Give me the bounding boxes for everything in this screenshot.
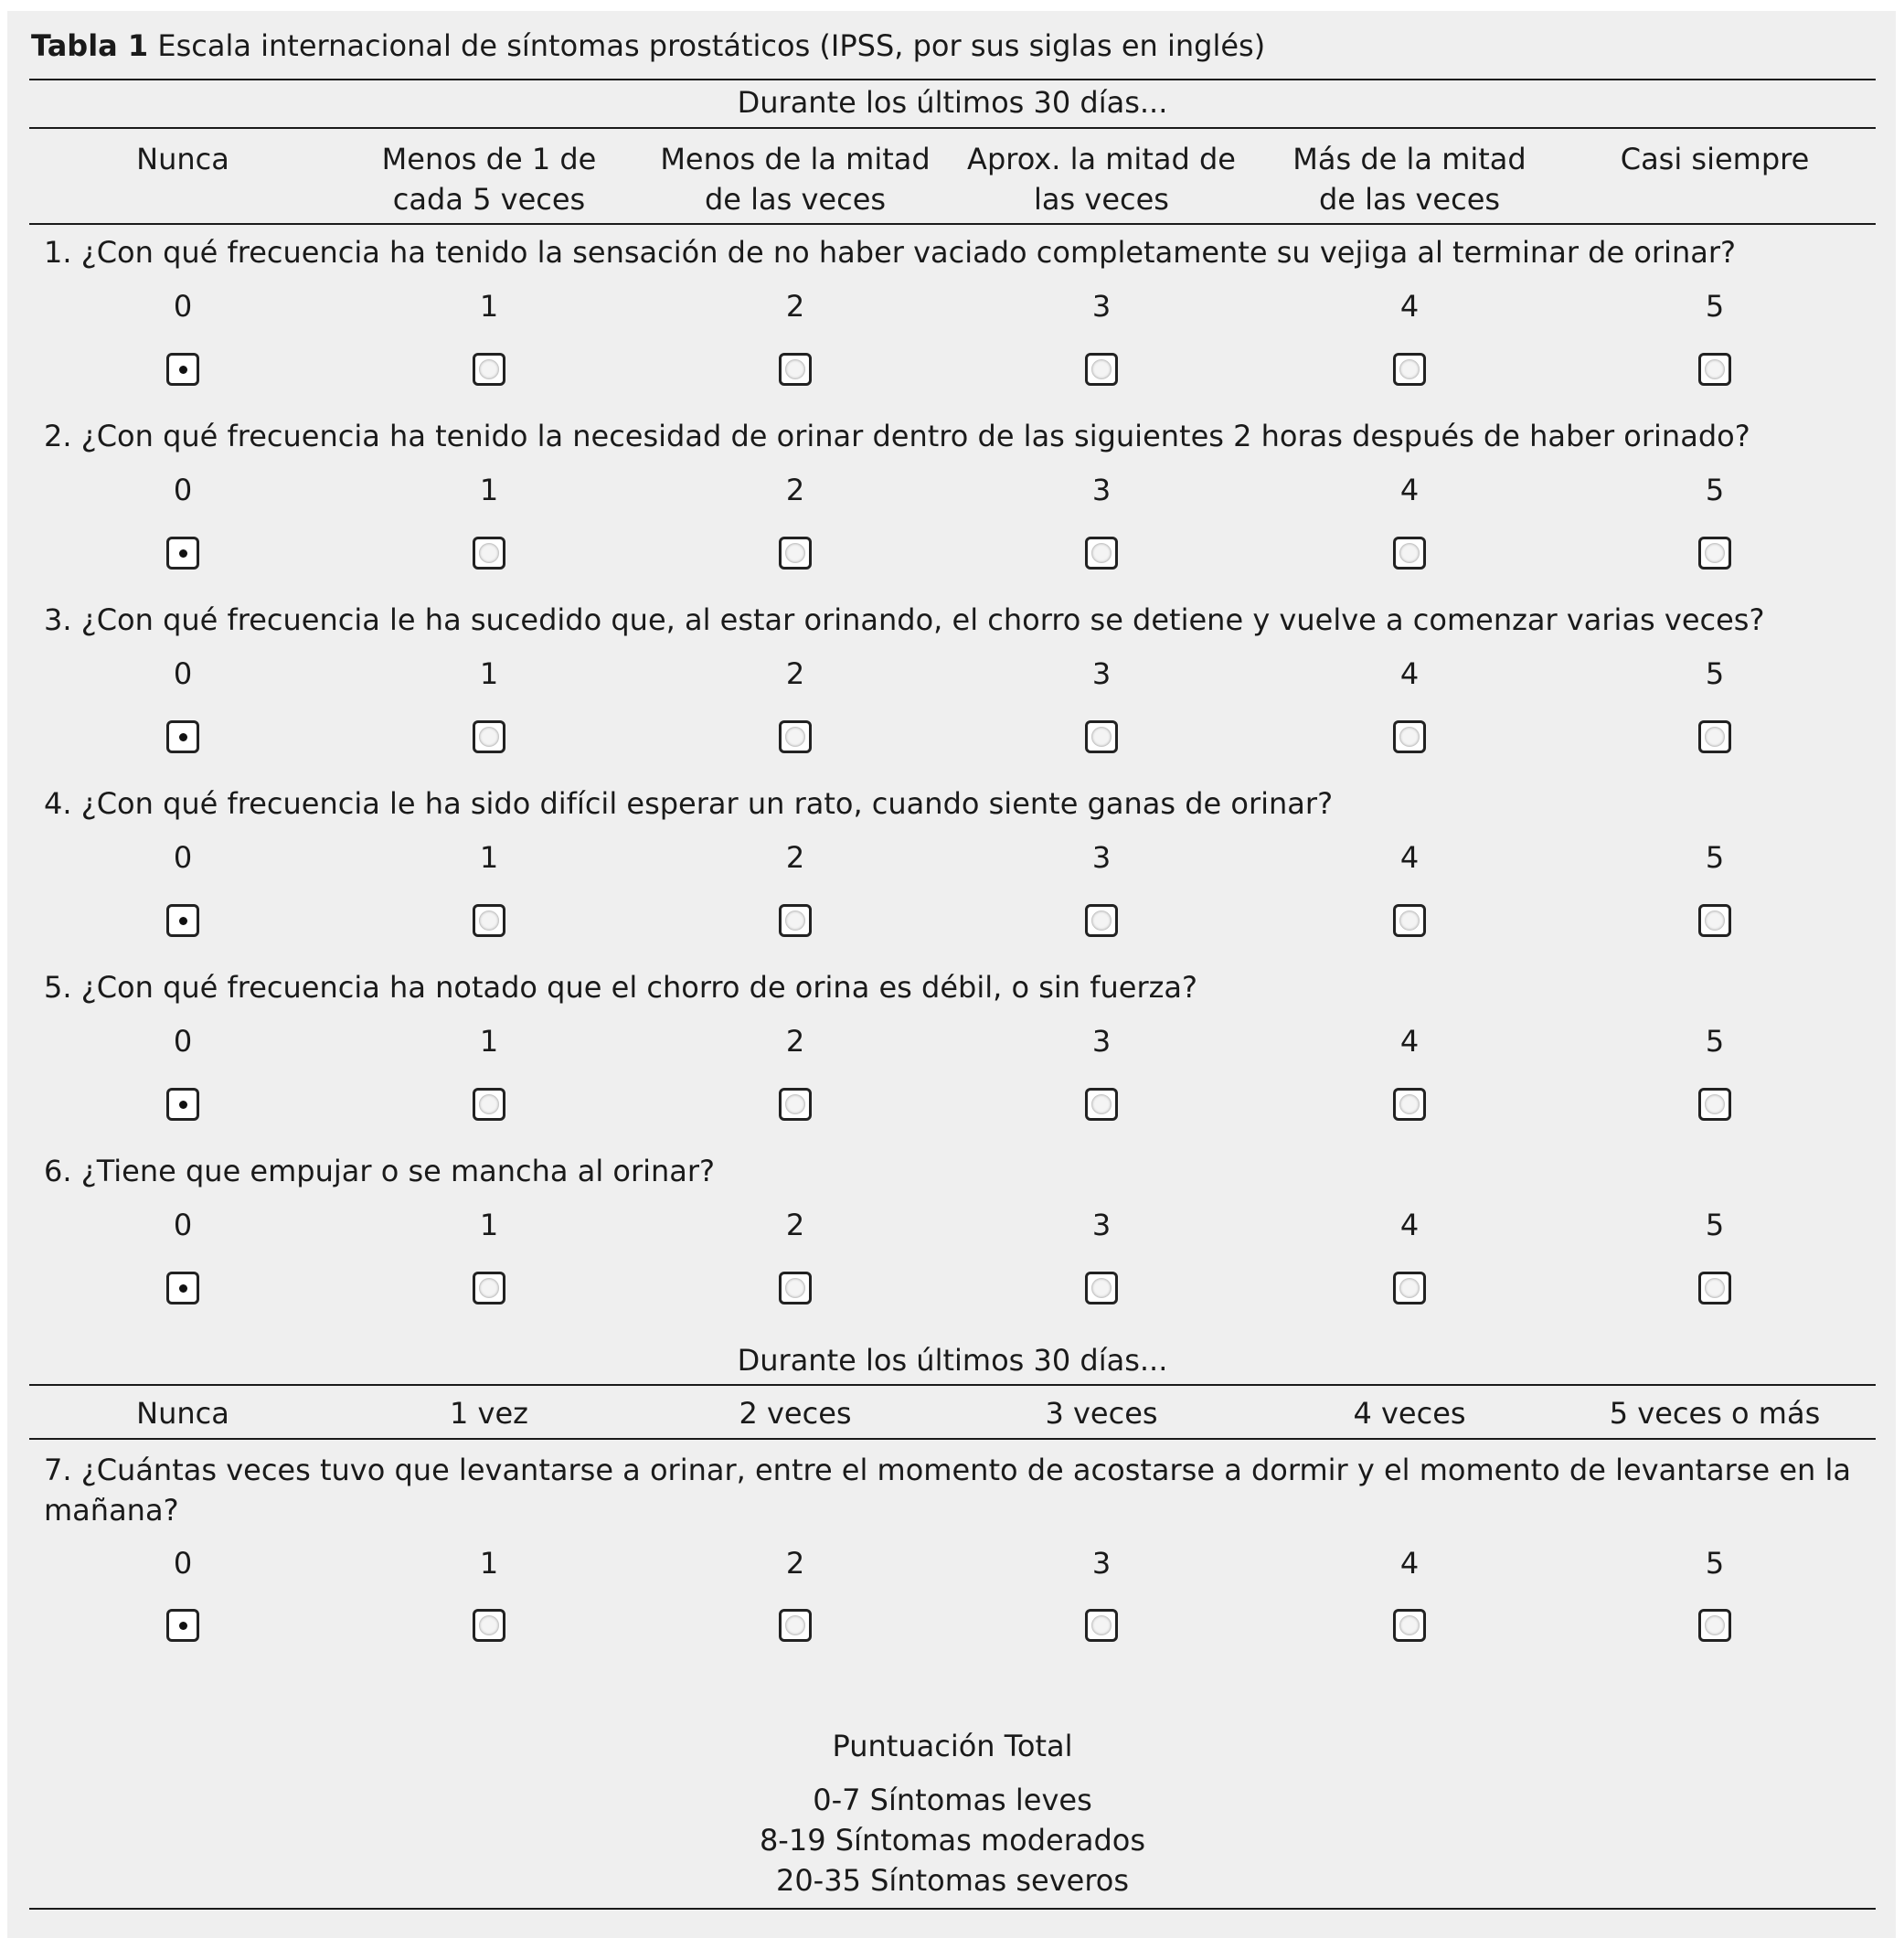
score-label: 2 bbox=[785, 1208, 805, 1242]
score-label: 3 bbox=[1091, 1208, 1112, 1242]
column-header: Menos de la mitad de las veces bbox=[660, 142, 931, 217]
caption-text: Escala internacional de síntomas prostáticos (IPSS, por sus siglas en inglés) bbox=[157, 28, 1266, 63]
radio-option[interactable] bbox=[1085, 720, 1118, 753]
column-header: 4 veces bbox=[1353, 1396, 1466, 1431]
question-text: 5. ¿Con qué frecuencia ha notado que el chorro de orina es débil, o sin fuerza? bbox=[44, 970, 1197, 1005]
header-rule-1 bbox=[29, 223, 1876, 225]
period-rule-1 bbox=[29, 127, 1876, 129]
radio-option[interactable] bbox=[779, 904, 812, 937]
score-label: 4 bbox=[1399, 1024, 1420, 1059]
radio-option[interactable] bbox=[166, 720, 199, 753]
score-label: 4 bbox=[1399, 840, 1420, 875]
radio-option[interactable] bbox=[779, 537, 812, 570]
score-label: 0 bbox=[173, 1024, 193, 1059]
period-header-2: Durante los últimos 30 días... bbox=[737, 1343, 1168, 1378]
score-label: 3 bbox=[1091, 289, 1112, 324]
radio-option[interactable] bbox=[473, 1272, 505, 1304]
radio-option[interactable] bbox=[1393, 1609, 1426, 1642]
radio-option[interactable] bbox=[166, 1272, 199, 1304]
score-label: 4 bbox=[1399, 1546, 1420, 1581]
score-label: 3 bbox=[1091, 473, 1112, 507]
bottom-rule bbox=[29, 1908, 1876, 1910]
radio-option[interactable] bbox=[473, 1088, 505, 1121]
score-label: 0 bbox=[173, 289, 193, 324]
score-label: 5 bbox=[1705, 656, 1725, 691]
score-label: 0 bbox=[173, 656, 193, 691]
radio-option[interactable] bbox=[1393, 353, 1426, 386]
column-header: Casi siempre bbox=[1620, 142, 1810, 176]
question-text: 3. ¿Con qué frecuencia le ha sucedido que, al estar orinando, el chorro se detiene y vuelve a comenzar varias veces? bbox=[44, 602, 1765, 637]
radio-option[interactable] bbox=[1698, 1272, 1731, 1304]
score-label: 2 bbox=[785, 473, 805, 507]
radio-option[interactable] bbox=[1698, 537, 1731, 570]
score-label: 1 bbox=[479, 840, 499, 875]
radio-option[interactable] bbox=[1698, 720, 1731, 753]
radio-option[interactable] bbox=[779, 353, 812, 386]
radio-option[interactable] bbox=[473, 537, 505, 570]
radio-option[interactable] bbox=[1085, 537, 1118, 570]
radio-option[interactable] bbox=[1085, 1609, 1118, 1642]
radio-option[interactable] bbox=[779, 1088, 812, 1121]
question-text: 6. ¿Tiene que empujar o se mancha al orinar? bbox=[44, 1154, 716, 1188]
score-label: 1 bbox=[479, 656, 499, 691]
question-text: 1. ¿Con qué frecuencia ha tenido la sensación de no haber vaciado completamente su vejiga al terminar de orinar? bbox=[44, 235, 1736, 270]
radio-option[interactable] bbox=[473, 720, 505, 753]
radio-option[interactable] bbox=[166, 353, 199, 386]
question-text: 2. ¿Con qué frecuencia ha tenido la necesidad de orinar dentro de las siguientes 2 horas después de haber orinado? bbox=[44, 419, 1750, 453]
radio-option[interactable] bbox=[1698, 904, 1731, 937]
radio-option[interactable] bbox=[1393, 720, 1426, 753]
radio-option[interactable] bbox=[779, 1609, 812, 1642]
column-header: 2 veces bbox=[739, 1396, 852, 1431]
score-label: 0 bbox=[173, 1546, 193, 1581]
radio-option[interactable] bbox=[1085, 904, 1118, 937]
column-header: 1 vez bbox=[450, 1396, 528, 1431]
score-label: 4 bbox=[1399, 289, 1420, 324]
score-label: 4 bbox=[1399, 1208, 1420, 1242]
score-label: 4 bbox=[1399, 473, 1420, 507]
radio-option[interactable] bbox=[1698, 353, 1731, 386]
score-label: 2 bbox=[785, 840, 805, 875]
radio-option[interactable] bbox=[166, 1088, 199, 1121]
score-label: 2 bbox=[785, 1546, 805, 1581]
score-label: 3 bbox=[1091, 1546, 1112, 1581]
header-rule-2 bbox=[29, 1438, 1876, 1440]
score-label: 1 bbox=[479, 1546, 499, 1581]
period-header-1: Durante los últimos 30 días... bbox=[737, 85, 1168, 120]
radio-option[interactable] bbox=[779, 720, 812, 753]
column-header: 3 veces bbox=[1045, 1396, 1158, 1431]
score-label: 0 bbox=[173, 840, 193, 875]
radio-option[interactable] bbox=[1393, 1088, 1426, 1121]
question-text: 4. ¿Con qué frecuencia le ha sido difícil esperar un rato, cuando siente ganas de orinar? bbox=[44, 786, 1334, 821]
column-header: 5 veces o más bbox=[1609, 1396, 1821, 1431]
column-header: Nunca bbox=[136, 142, 229, 176]
radio-option[interactable] bbox=[473, 904, 505, 937]
score-label: 1 bbox=[479, 1024, 499, 1059]
radio-option[interactable] bbox=[1393, 537, 1426, 570]
score-label: 5 bbox=[1705, 473, 1725, 507]
score-label: 1 bbox=[479, 1208, 499, 1242]
score-label: 3 bbox=[1091, 840, 1112, 875]
radio-option[interactable] bbox=[1085, 1272, 1118, 1304]
column-header: Nunca bbox=[136, 1396, 229, 1431]
score-label: 5 bbox=[1705, 1208, 1725, 1242]
total-range-mild: 0-7 Síntomas leves bbox=[813, 1783, 1092, 1817]
score-label: 0 bbox=[173, 473, 193, 507]
question-7-text: 7. ¿Cuántas veces tuvo que levantarse a orinar, entre el momento de acostarse a dormir y el momento de levantarse en la mañana? bbox=[44, 1453, 1851, 1528]
radio-option[interactable] bbox=[166, 537, 199, 570]
column-header: Más de la mitad de las veces bbox=[1292, 142, 1526, 217]
radio-option[interactable] bbox=[166, 1609, 199, 1642]
score-label: 2 bbox=[785, 289, 805, 324]
radio-option[interactable] bbox=[1393, 1272, 1426, 1304]
total-range-severe: 20-35 Síntomas severos bbox=[775, 1863, 1130, 1898]
radio-option[interactable] bbox=[1698, 1088, 1731, 1121]
table-caption bbox=[31, 27, 1265, 64]
column-header: Menos de 1 de cada 5 veces bbox=[381, 142, 597, 217]
radio-option[interactable] bbox=[473, 1609, 505, 1642]
score-label: 2 bbox=[785, 656, 805, 691]
score-label: 0 bbox=[173, 1208, 193, 1242]
radio-option[interactable] bbox=[473, 353, 505, 386]
score-label: 5 bbox=[1705, 289, 1725, 324]
score-label: 5 bbox=[1705, 1546, 1725, 1581]
score-label: 4 bbox=[1399, 656, 1420, 691]
radio-option[interactable] bbox=[1393, 904, 1426, 937]
score-label: 1 bbox=[479, 473, 499, 507]
top-rule bbox=[29, 79, 1876, 80]
score-label: 5 bbox=[1705, 840, 1725, 875]
radio-option[interactable] bbox=[1698, 1609, 1731, 1642]
column-header: Aprox. la mitad de las veces bbox=[967, 142, 1236, 217]
total-range-moderate: 8-19 Síntomas moderados bbox=[759, 1823, 1146, 1858]
caption-label: Tabla 1 bbox=[31, 28, 149, 63]
score-label: 3 bbox=[1091, 1024, 1112, 1059]
score-label: 2 bbox=[785, 1024, 805, 1059]
total-score-title: Puntuación Total bbox=[832, 1729, 1073, 1763]
radio-option[interactable] bbox=[1085, 353, 1118, 386]
period-rule-2 bbox=[29, 1384, 1876, 1386]
score-label: 1 bbox=[479, 289, 499, 324]
score-label: 3 bbox=[1091, 656, 1112, 691]
score-label: 5 bbox=[1705, 1024, 1725, 1059]
radio-option[interactable] bbox=[1085, 1088, 1118, 1121]
radio-option[interactable] bbox=[779, 1272, 812, 1304]
radio-option[interactable] bbox=[166, 904, 199, 937]
